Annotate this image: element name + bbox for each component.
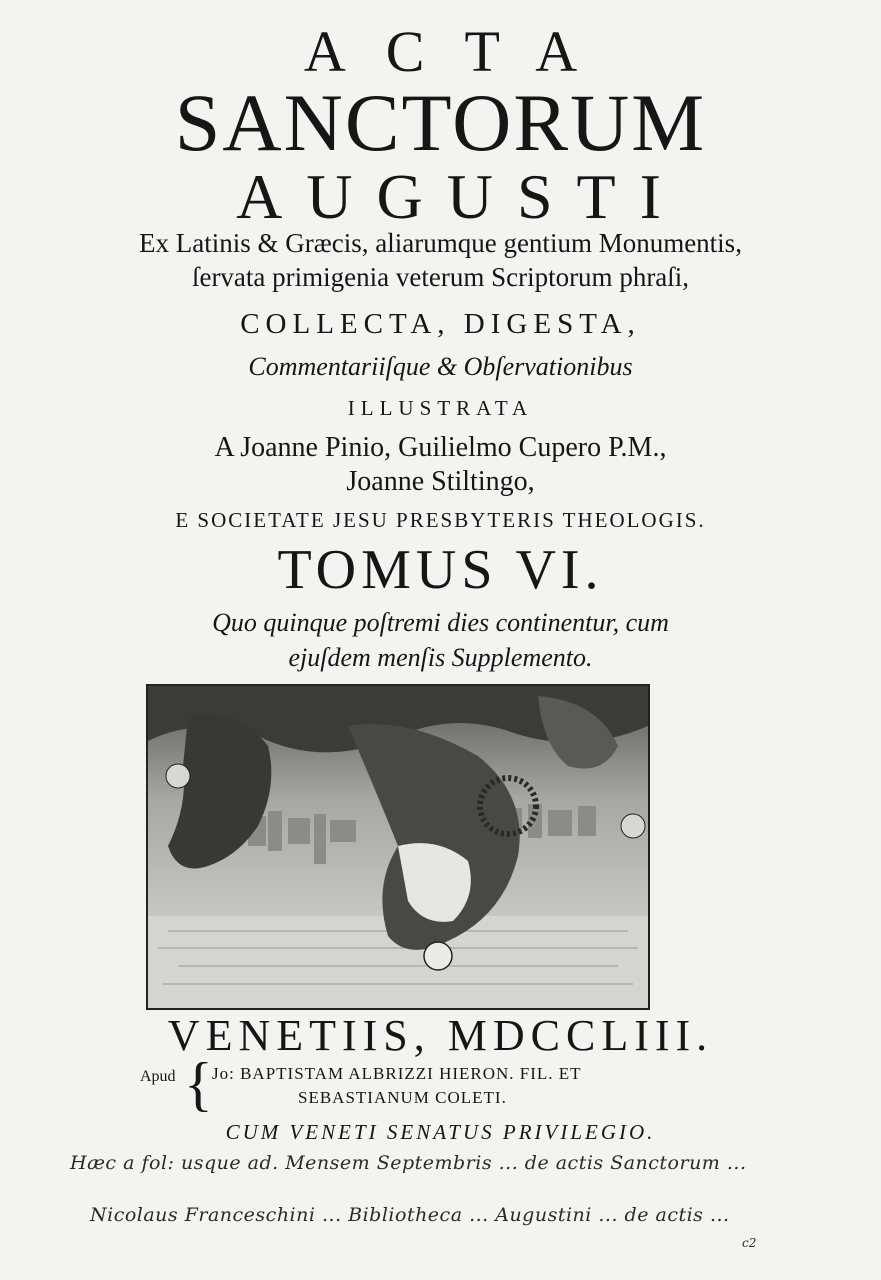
title-sanctorum: SANCTORUM: [174, 77, 707, 168]
societate-line: E SOCIETATE JESU PRESBYTERIS THEOLOGIS.: [175, 508, 706, 532]
title-acta: ACTA: [303, 19, 618, 84]
illustrata-line: ILLUSTRATA: [347, 396, 534, 420]
handwritten-note-line-1: Hæc a fol: usque ad. Mensem Septembris ... de actis Sanctorum ...: [70, 1152, 747, 1174]
contents-line-2: ejuſdem menſis Supplemento.: [288, 643, 593, 672]
tomus-heading: TOMUS VI.: [277, 539, 604, 601]
printer-line-1: Jo: BAPTISTAM ALBRIZZI HIERON. FIL. ET: [212, 1064, 582, 1083]
handwritten-mark: c2: [742, 1236, 757, 1250]
imprint-place-date: VENETIIS, MDCCLIII.: [167, 1011, 714, 1060]
title-augusti: AUGUSTI: [236, 161, 685, 232]
contents-line-1: Quo quinque poſtremi dies continentur, cum: [212, 608, 669, 637]
authors-line-1: A Joanne Pinio, Guilielmo Cupero P.M.,: [214, 432, 667, 463]
engraving-cherub-right: [621, 814, 645, 838]
authors-line-2: Joanne Stiltingo,: [346, 466, 535, 497]
imprint-brace: {: [184, 1051, 213, 1117]
engraving-cherub-left: [166, 764, 190, 788]
printer-line-2: SEBASTIANUM COLETI.: [298, 1088, 507, 1107]
engraving-saint-head: [424, 942, 452, 970]
commentarii-line: Commentariiſque & Obſervationibus: [248, 352, 633, 381]
imprint-apud: Apud: [140, 1068, 176, 1085]
engraving-vignette: [146, 684, 650, 1010]
subtitle-line-1: Ex Latinis & Græcis, aliarumque gentium Monumentis,: [139, 228, 742, 258]
engraving-illustration: [148, 686, 648, 1008]
subtitle-line-2: ſervata primigenia veterum Scriptorum phraſi,: [191, 262, 690, 292]
privilege-line: CUM VENETI SENATUS PRIVILEGIO.: [225, 1120, 656, 1144]
handwritten-note-line-2: Nicolaus Franceschini ... Bibliotheca ... Augustini ... de actis ...: [90, 1204, 730, 1226]
collecta-digesta: COLLECTA, DIGESTA,: [240, 308, 641, 340]
